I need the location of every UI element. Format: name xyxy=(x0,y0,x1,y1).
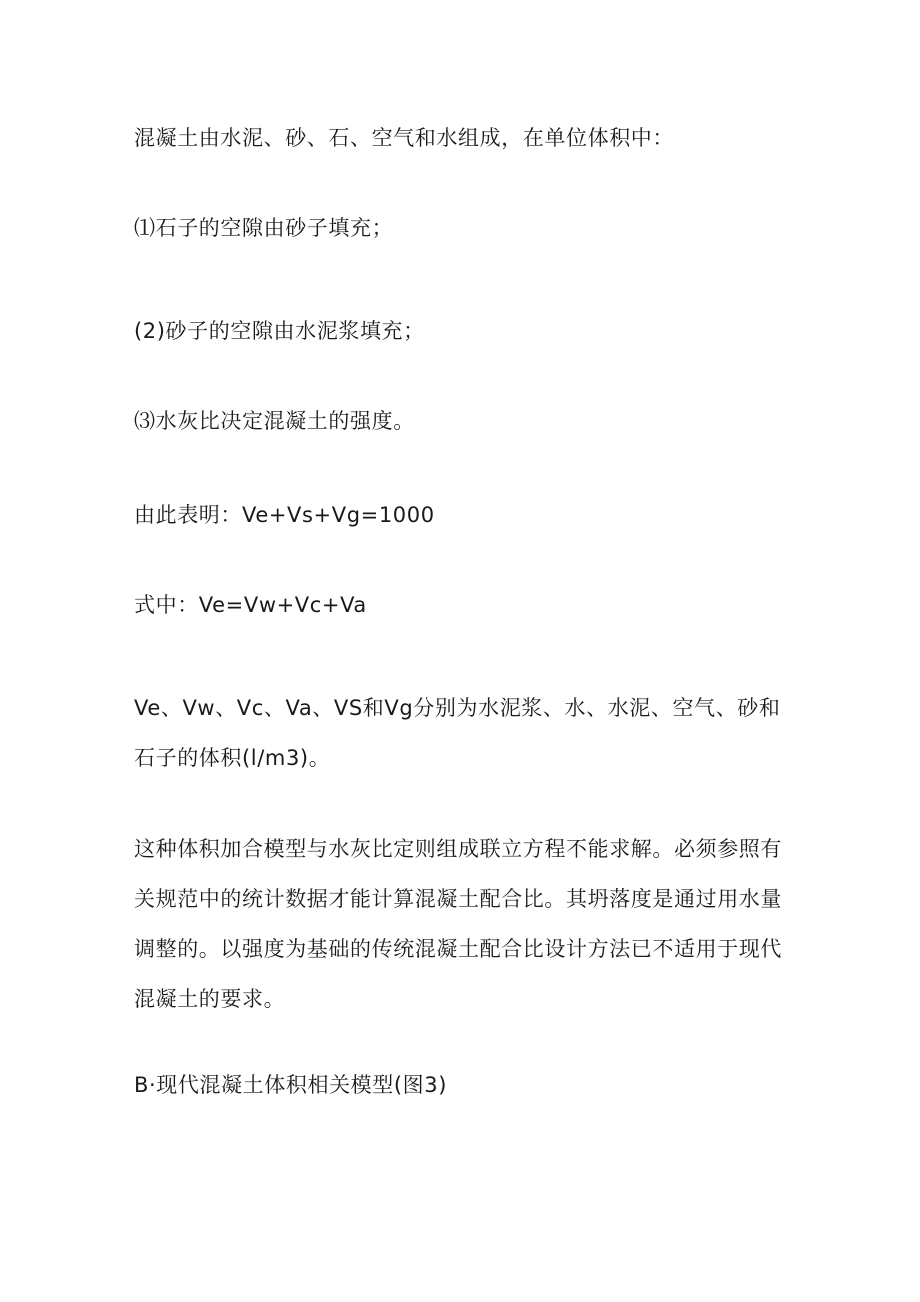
section-heading-modern-model: B·现代混凝土体积相关模型(图3) xyxy=(134,1073,448,1097)
paragraph-variable-definitions: Ve、Vw、Vc、Va、VS和Vg分别为水泥浆、水、水泥、空气、砂和石子的体积(l/m3)。 xyxy=(134,696,781,770)
paragraph-model-limitation: 这种体积加合模型与水灰比定则组成联立方程不能求解。必须参照有关规范中的统计数据才能计算混凝土配合比。其坍落度是通过用水量调整的。以强度为基础的传统混凝土配合比设计方法已不适用于现代混凝土的要求。 xyxy=(134,837,782,1011)
list-item-2: (2)砂子的空隙由水泥浆填充； xyxy=(134,319,425,343)
list-item-1: ⑴石子的空隙由砂子填充； xyxy=(134,216,394,240)
paragraph-composition-intro: 混凝土由水泥、砂、石、空气和水组成，在单位体积中： xyxy=(134,126,674,150)
list-item-3: ⑶水灰比决定混凝土的强度。 xyxy=(134,409,415,433)
equation-volume-sum: 由此表明：Ve+Vs+Vg=1000 xyxy=(134,503,435,527)
equation-paste-volume: 式中：Ve=Vw+Vc+Va xyxy=(134,593,367,617)
